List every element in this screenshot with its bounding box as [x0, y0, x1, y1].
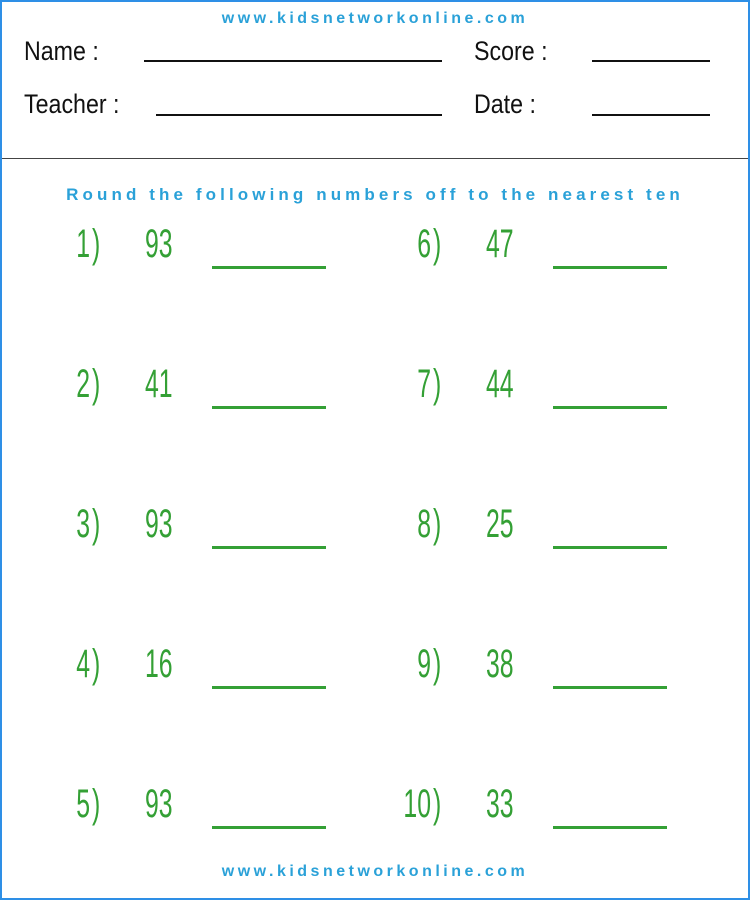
question-number: 4: [76, 642, 90, 686]
name-label: Name :: [24, 36, 99, 66]
instruction-text: Round the following numbers off to the nearest ten: [66, 185, 684, 204]
answer-line[interactable]: [212, 546, 326, 549]
site-url-bottom: www.kidsnetworkonline.com: [221, 863, 529, 880]
header-divider: [2, 158, 748, 159]
question-paren: ): [92, 782, 101, 826]
name-line: [144, 60, 442, 62]
question-number: 1: [76, 222, 90, 266]
answer-line[interactable]: [553, 266, 667, 269]
teacher-line: [156, 114, 442, 116]
question-value: 44: [486, 362, 514, 406]
question-value: 93: [145, 222, 173, 266]
teacher-label: Teacher :: [24, 89, 120, 119]
question-value: 16: [145, 642, 173, 686]
question-paren: ): [433, 502, 442, 546]
answer-line[interactable]: [212, 686, 326, 689]
score-line: [592, 60, 710, 62]
question-paren: ): [433, 642, 442, 686]
question-number: 10: [403, 782, 431, 826]
question-value: 93: [145, 502, 173, 546]
question-paren: ): [92, 502, 101, 546]
question-value: 93: [145, 782, 173, 826]
answer-line[interactable]: [553, 406, 667, 409]
answer-line[interactable]: [212, 826, 326, 829]
answer-line[interactable]: [553, 826, 667, 829]
question-value: 25: [486, 502, 514, 546]
question-number: 6: [417, 222, 431, 266]
answer-line[interactable]: [553, 686, 667, 689]
question-value: 38: [486, 642, 514, 686]
answer-line[interactable]: [212, 266, 326, 269]
date-label: Date :: [474, 89, 536, 119]
question-value: 47: [486, 222, 514, 266]
question-paren: ): [92, 642, 101, 686]
question-value: 41: [145, 362, 173, 406]
question-number: 9: [417, 642, 431, 686]
question-number: 8: [417, 502, 431, 546]
question-number: 3: [76, 502, 90, 546]
question-paren: ): [433, 782, 442, 826]
question-number: 5: [76, 782, 90, 826]
question-paren: ): [92, 362, 101, 406]
question-number: 2: [76, 362, 90, 406]
score-label: Score :: [474, 36, 548, 66]
answer-line[interactable]: [553, 546, 667, 549]
answer-line[interactable]: [212, 406, 326, 409]
question-number: 7: [417, 362, 431, 406]
question-paren: ): [433, 222, 442, 266]
site-url-top: www.kidsnetworkonline.com: [221, 10, 529, 27]
question-paren: ): [92, 222, 101, 266]
question-paren: ): [433, 362, 442, 406]
question-value: 33: [486, 782, 514, 826]
date-line: [592, 114, 710, 116]
